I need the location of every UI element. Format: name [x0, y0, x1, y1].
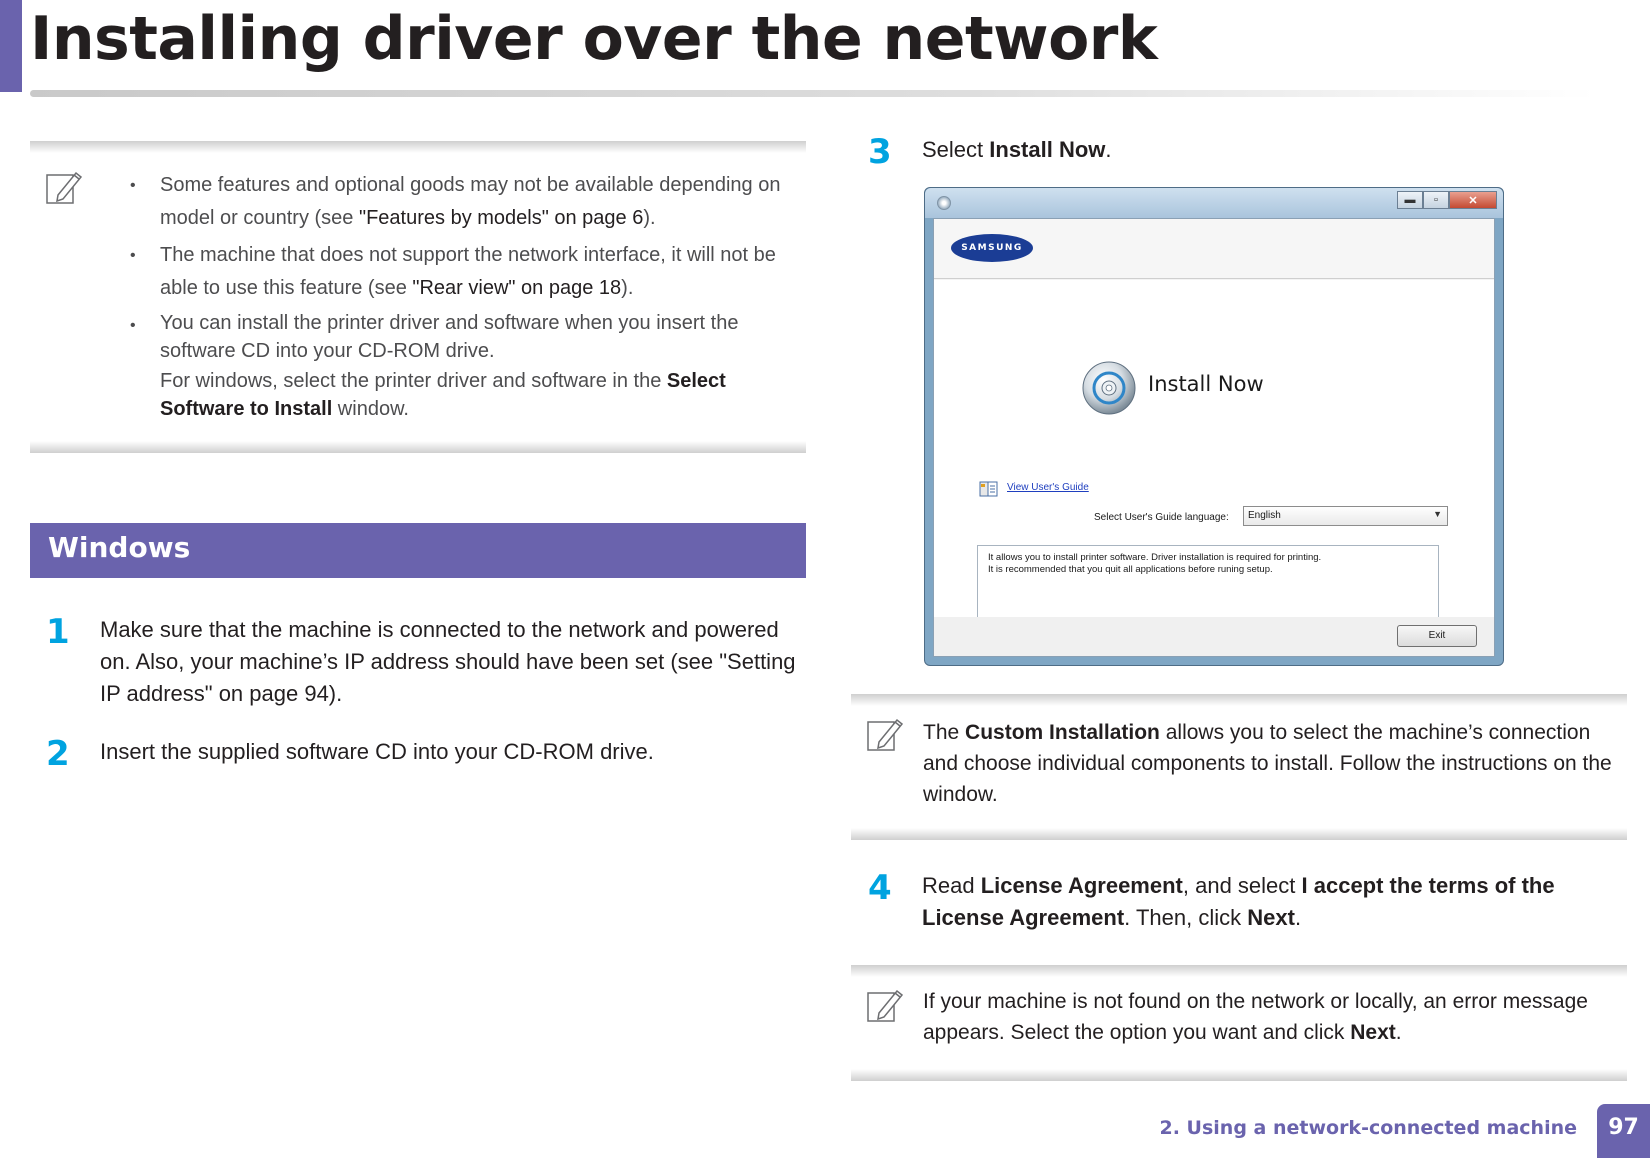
license-agreement-bold: License Agreement: [980, 873, 1183, 898]
samsung-logo: SAMSUNG: [951, 234, 1033, 262]
note-bottom-rule: [30, 441, 806, 453]
step-1-number: 1: [46, 612, 70, 652]
select-software-bold: Select Software to Install: [160, 370, 726, 420]
page-number: 97: [1608, 1115, 1639, 1140]
guide-language-select[interactable]: [1243, 506, 1448, 526]
note-top-rule: [851, 965, 1627, 977]
installer-header: [934, 219, 1494, 279]
bullet-2-text: The machine that does not support the network interface, it will not be able to use this feature (see: [160, 244, 776, 299]
maximize-button[interactable]: ▫: [1423, 191, 1449, 209]
window-titlebar: [925, 188, 1503, 218]
note-top-rule: [851, 694, 1627, 706]
bullet-1-end: ).: [643, 207, 656, 229]
bullet-1-text: Some features and optional goods may not be available depending on model or country (see: [160, 174, 781, 229]
note-box-1: [30, 141, 806, 453]
bullet-3-sub-text: For windows, select the printer driver and software in the: [160, 370, 667, 392]
view-user-guide-link[interactable]: View User's Guide: [1007, 482, 1089, 493]
window-app-icon: [937, 196, 951, 210]
cd-icon[interactable]: [1081, 360, 1137, 416]
window-client-area: [933, 218, 1495, 657]
bullet-3-sub-end: window.: [332, 398, 409, 420]
info-line-2: It is recommended that you quit all applications before runing setup.: [988, 564, 1273, 575]
step-2-number: 2: [46, 734, 70, 774]
installer-window: [924, 187, 1504, 666]
rear-view-link[interactable]: "Rear view" on page 18: [412, 277, 622, 299]
chevron-down-icon: ▼: [1433, 509, 1442, 519]
note-3-post: .: [1395, 1021, 1402, 1044]
minimize-button[interactable]: ▬: [1397, 191, 1423, 209]
note-top-rule: [30, 141, 806, 153]
page-title: Installing driver over the network: [30, 4, 1158, 74]
accept-terms-bold: I accept the terms of the License Agreement: [922, 873, 1555, 930]
note-bottom-rule: [851, 1069, 1627, 1081]
page-number-badge: [1597, 1104, 1650, 1158]
title-accent-bar: [0, 0, 22, 92]
note-box-3: [851, 965, 1627, 1081]
note-2-post: allows you to select the machine’s connection and choose individual components to install. Follow the instructions on the window.: [923, 721, 1612, 806]
note-box-2: [851, 694, 1627, 840]
note-3-pre: If your machine is not found on the network or locally, an error message appears. Select the option you want and click: [923, 990, 1588, 1044]
step-4-mid: , and select: [1182, 873, 1302, 898]
note-bottom-rule: [851, 828, 1627, 840]
install-now-option[interactable]: Install Now: [1148, 372, 1264, 396]
custom-installation-note: [923, 717, 1623, 810]
step-2-text: Insert the supplied software CD into your CD-ROM drive.: [100, 739, 654, 764]
language-value: English: [1248, 510, 1281, 521]
step-3-pre: Select: [922, 137, 990, 162]
step-4-text: [922, 870, 1622, 934]
exit-button[interactable]: Exit: [1397, 625, 1477, 647]
next-bold: Next: [1350, 1021, 1396, 1044]
step-4-pre: Read: [922, 873, 981, 898]
install-now-bold: Install Now: [989, 137, 1106, 162]
note-2-pre: The: [923, 721, 966, 744]
close-button[interactable]: ✕: [1449, 191, 1497, 209]
info-line-1: It allows you to install printer software. Driver installation is required for printing.: [988, 552, 1322, 563]
footer-chapter-title: 2. Using a network-connected machine: [1159, 1117, 1577, 1139]
window-controls: [1397, 191, 1497, 209]
note-pencil-icon: [44, 167, 84, 207]
step-3-number: 3: [868, 132, 892, 172]
step-3-text: [922, 134, 1622, 166]
installer-info-box: [977, 545, 1439, 618]
title-divider: [30, 90, 1595, 97]
note-bullet-1: [130, 169, 795, 235]
note-pencil-icon: [865, 985, 905, 1025]
section-title: Windows: [48, 531, 191, 564]
note-pencil-icon: [865, 714, 905, 754]
network-not-found-note: [923, 986, 1623, 1048]
step-1-text: Make sure that the machine is connected to the network and powered on. Also, your machine’s IP address should have been set (see "Setting IP address" on page 94).: [100, 617, 796, 706]
note-bullet-2: [130, 239, 795, 305]
bullet-3-text: • You can install the printer driver and software when you insert the software CD into your CD-ROM drive.: [160, 312, 739, 362]
step-4-post: .: [1294, 905, 1302, 930]
features-by-models-link[interactable]: "Features by models" on page 6: [358, 207, 644, 229]
bullet-2-end: ).: [621, 277, 634, 299]
step-4-mid2: . Then, click: [1124, 905, 1248, 930]
guide-language-label: Select User's Guide language:: [1094, 512, 1229, 523]
custom-installation-bold: Custom Installation: [965, 721, 1160, 744]
step-4-number: 4: [868, 868, 892, 908]
installer-footer: [934, 617, 1494, 656]
section-header-windows: [30, 523, 806, 578]
next-bold: Next: [1247, 905, 1295, 930]
note-bullet-3: [130, 309, 795, 365]
installer-body: [934, 280, 1494, 619]
note-bullet-list: [130, 169, 795, 427]
note-bullet-3-sub: [130, 367, 795, 423]
user-guide-icon: [979, 480, 999, 498]
step-3-post: .: [1105, 137, 1112, 162]
